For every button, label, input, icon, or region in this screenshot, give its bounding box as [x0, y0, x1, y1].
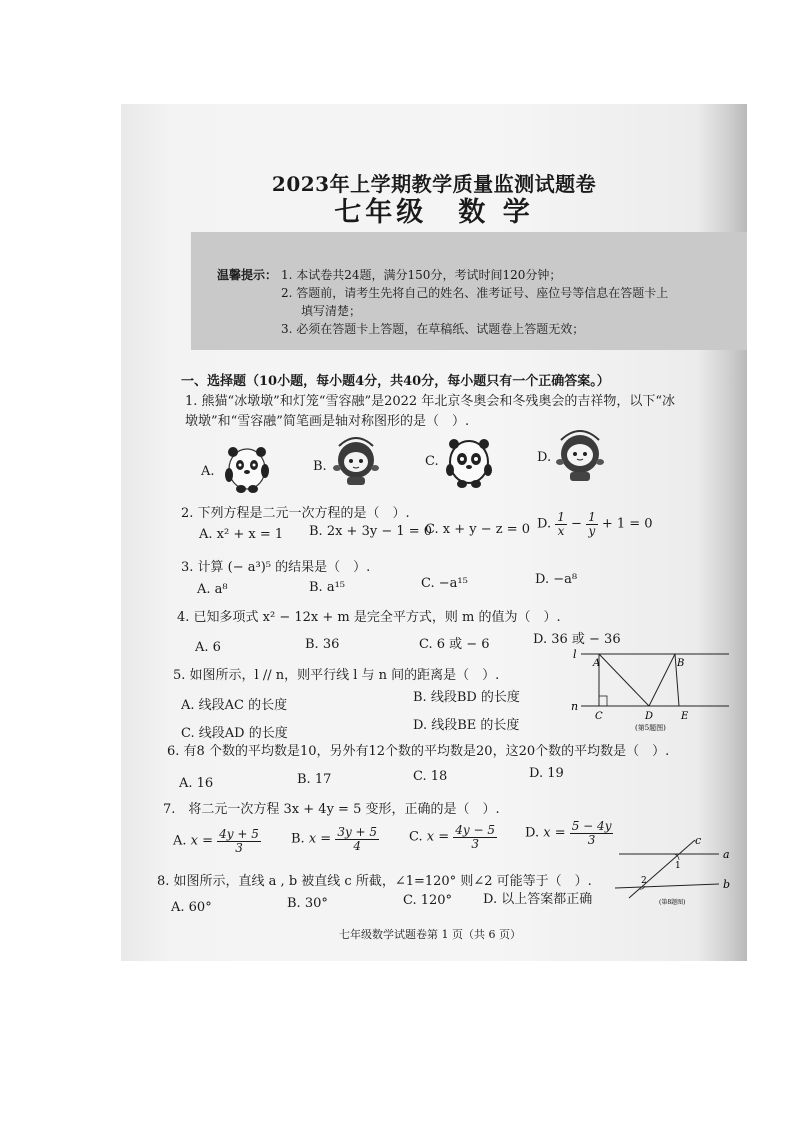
q3-stem: 3. 计算 (− a³)⁵ 的结果是（ ）.	[181, 560, 371, 575]
q4-option-a: A. 6	[195, 640, 221, 655]
q5-stem: 5. 如图所示，l // n，则平行线 l 与 n 间的距离是（ ）.	[173, 668, 500, 683]
notice-box	[191, 232, 747, 350]
label-angle-1: 1	[675, 861, 681, 871]
q8-option-b: B. 30°	[287, 896, 328, 911]
q7-option-c-fraction: $\frac{4y - 5}{3}$	[455, 823, 495, 851]
q2-option-d-tail: + 1 = 0	[601, 516, 653, 532]
q7-option-b: B. x = $\frac{3y + 5}{4}$	[291, 825, 378, 853]
q7-option-b-fraction: $\frac{3y + 5}{4}$	[337, 825, 378, 853]
label-n: n	[571, 700, 579, 713]
section-heading: 一、选择题（10小题，每小题4分，共40分，每小题只有一个正确答案。）	[181, 374, 610, 389]
label-d: D	[645, 711, 654, 722]
label-a: a	[723, 848, 730, 861]
q7-option-d-fraction: $\frac{5 - 4y}{3}$	[571, 819, 612, 847]
q8-figure-transversal	[615, 834, 733, 910]
q6-option-b: B. 17	[297, 772, 332, 787]
q2-option-a: A. x² + x = 1	[199, 527, 284, 542]
q4-option-d: D. 36 或 − 36	[533, 632, 621, 647]
q5-figure-parallel-lines	[569, 644, 731, 740]
q3-option-c: C. −a¹⁵	[421, 576, 468, 591]
q5-option-a: A. 线段AC 的长度	[181, 698, 288, 713]
q2-option-c: C. x + y − z = 0	[425, 522, 531, 537]
page-footer: 七年级数学试题卷第 1 页（共 6 页）	[339, 928, 521, 941]
q8-stem: 8. 如图所示，直线 a , b 被直线 c 所截，∠1=120° 则∠2 可能等于（ ）.	[157, 874, 592, 889]
label-b: B	[677, 658, 685, 669]
q2-fraction-1-over-x: $\frac{1}{x}$	[557, 510, 565, 538]
q3-option-d: D. −a⁸	[535, 572, 578, 587]
q8-option-c: C. 120°	[403, 893, 453, 908]
q2-fraction-1-over-y: $\frac{1}{y}$	[588, 510, 596, 538]
q3-option-a: A. a⁸	[197, 582, 228, 597]
exam-sheet	[121, 104, 747, 961]
q6-option-c: C. 18	[413, 769, 448, 784]
panda-mascot-image-a	[219, 439, 275, 495]
notice-label: 温馨提示：	[217, 268, 278, 282]
q1-line1: 1. 熊猫“冰墩墩”和灯笼“雪容融”是2022 年北京冬奥会和冬残奥会的吉祥物，以下“冰	[185, 394, 675, 409]
exam-title: 2023年上学期教学质量监测试题卷	[271, 172, 597, 196]
q8-option-d: D. 以上答案都正确	[483, 892, 593, 907]
line-b	[615, 884, 719, 888]
q7-stem: 7. 将二元一次方程 3x + 4y = 5 变形，正确的是（ ）.	[163, 802, 500, 817]
label-l: l	[573, 648, 577, 661]
label-e: E	[681, 711, 689, 722]
q1-line2: 墩墩”和“雪容融”简笔画是轴对称图形的是（ ）.	[185, 414, 470, 429]
q3-option-b: B. a¹⁵	[309, 580, 345, 595]
q6-option-d: D. 19	[529, 766, 564, 781]
label-c: c	[695, 834, 702, 847]
lantern-mascot-image-b	[329, 432, 383, 490]
q7-option-c: C. x = $\frac{4y - 5}{3}$	[409, 823, 495, 851]
q8-figure-caption: (第8题图)	[659, 899, 686, 906]
q1-option-d: D.	[537, 450, 552, 465]
q1-option-b: B.	[313, 459, 327, 474]
q2-option-b: B. 2x + 3y − 1 = 0	[309, 524, 433, 539]
q1-option-c: C.	[425, 454, 439, 469]
exam-subtitle: 七年级 数 学	[334, 197, 534, 228]
segment-ad	[599, 654, 649, 706]
q4-option-c: C. 6 或 − 6	[419, 637, 490, 652]
notice-line-1: 1. 本试卷共24题，满分150分，考试时间120分钟；	[281, 268, 562, 282]
q7-option-a-fraction: $\frac{4y + 5}{3}$	[219, 827, 259, 855]
q2-option-d: D. $\frac{1}{x}$ − $\frac{1}{y}$ + 1 = 0	[537, 510, 653, 538]
q4-option-b: B. 36	[305, 637, 340, 652]
q7-option-d: D. x = $\frac{5 - 4y}{3}$	[525, 819, 612, 847]
label-c: C	[595, 711, 603, 722]
q7-option-a: A. x = $\frac{4y + 5}{3}$	[173, 827, 259, 855]
notice-line-4: 3. 必须在答题卡上答题，在草稿纸、试题卷上答题无效；	[281, 322, 585, 336]
q5-option-c: C. 线段AD 的长度	[181, 726, 288, 741]
q6-stem: 6. 有8 个数的平均数是10，另外有12个数的平均数是20，这20个数的平均数是（ ）.	[167, 744, 670, 759]
notice-line-3: 填写清楚；	[301, 304, 362, 318]
q2-stem: 2. 下列方程是二元一次方程的是（ ）.	[181, 506, 410, 521]
q2-option-d-label: D.	[537, 516, 552, 532]
panda-mascot-image-c	[441, 432, 497, 490]
right-angle-mark	[599, 696, 607, 706]
q1-option-a: A.	[201, 464, 215, 479]
label-b: b	[723, 878, 731, 891]
lantern-mascot-image-d	[553, 426, 607, 486]
q5-option-d: D. 线段BE 的长度	[413, 718, 520, 733]
label-angle-2: 2	[641, 876, 647, 886]
notice-line-2: 2. 答题前，请考生先将自己的姓名、准考证号、座位号等信息在答题卡上	[281, 286, 669, 300]
q4-stem: 4. 已知多项式 x² − 12x + m 是完全平方式，则 m 的值为（ ）.	[177, 610, 561, 625]
line-c	[629, 840, 695, 898]
q5-option-b: B. 线段BD 的长度	[413, 690, 520, 705]
segment-bd	[649, 654, 675, 706]
label-a: A	[593, 658, 601, 669]
q5-figure-caption: (第5题图)	[635, 724, 666, 732]
q6-option-a: A. 16	[179, 776, 214, 791]
q8-option-a: A. 60°	[171, 900, 212, 915]
